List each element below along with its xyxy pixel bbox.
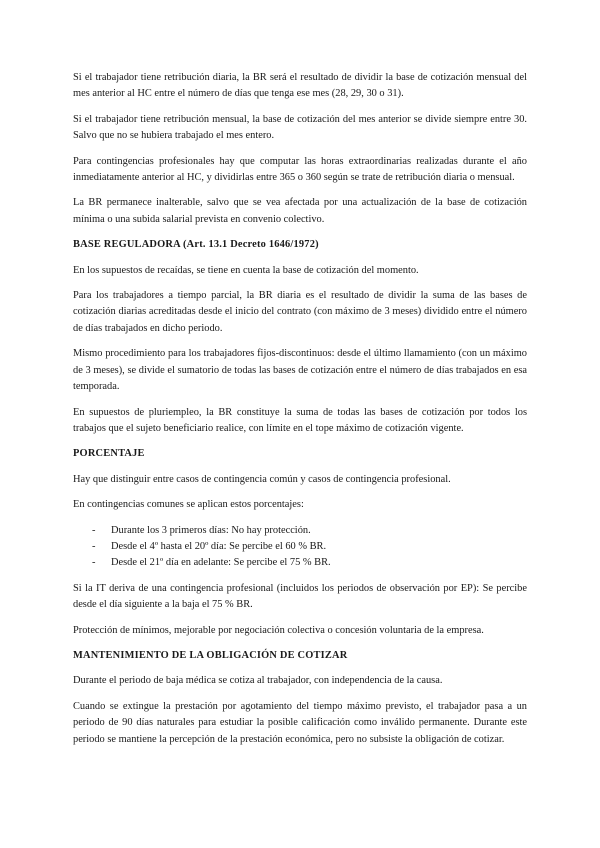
document-page (73, 70, 527, 757)
bullet-dash: - (92, 557, 96, 569)
list-item (73, 523, 527, 539)
list-item-text: Desde el 4º hasta el 20º día: Se percibe el 60 % BR. (111, 540, 327, 552)
paragraph-pluriempleo: En supuestos de pluriempleo, la BR constituye la suma de todas las bases de cotización por todos los trabajos que el sujeto beneficiario realice, con límite en el tope máximo de cotización vigente. (73, 406, 527, 434)
heading-porcentaje: PORCENTAJE (73, 448, 145, 460)
paragraph-baja-medica: Durante el periodo de baja médica se cotiza al trabajador, con independencia de la causa. (73, 675, 443, 687)
paragraph-fijos-discontinuos: Mismo procedimiento para los trabajadores fijos-discontinuos: desde el último llamamiento (con un máximo de 3 meses), se divide el sumatorio de todas las bases de cotización entre el número de días trabajados en esa temporada. (73, 348, 527, 393)
bullet-dash: - (92, 524, 96, 536)
list-item (73, 539, 527, 555)
paragraph-retribucion-diaria: Si el trabajador tiene retribución diaria, la BR será el resultado de dividir la base de cotización mensual del mes anterior al HC entre el número de días que tenga ese mes (28, 29, 30 o 31). (73, 72, 527, 100)
paragraph-contingencias-profesionales: Para contingencias profesionales hay que computar las horas extraordinarias realizadas durante el año inmediatamente anterior al HC, y dividirlas entre 365 o 360 según se trate de retribución diaria o mensual. (73, 155, 527, 184)
paragraph-contingencia-profesional: Si la IT deriva de una contingencia profesional (incluidos los periodos de observación por EP): Se percibe desde el día siguiente a la baja el 75 % BR. (73, 582, 527, 611)
paragraph-agotamiento: Cuando se extingue la prestación por agotamiento del tiempo máximo previsto, el trabajador pasa a un periodo de 90 días naturales para estudiar la posible calificación como inválido permanente. Durante este periodo se mantiene la percepción de la prestación económica, pero no subsiste la obligación de cotizar. (73, 700, 527, 745)
percentages-list (73, 523, 527, 572)
bullet-dash: - (92, 540, 96, 552)
list-item-text: Durante los 3 primeros días: No hay protección. (111, 524, 311, 536)
paragraph-retribucion-mensual: Si el trabajador tiene retribución mensual, la base de cotización del mes anterior se divide siempre entre 30. Salvo que no se hubiera trabajado el mes entero. (73, 113, 527, 142)
paragraph-recaidas: En los supuestos de recaídas, se tiene en cuenta la base de cotización del momento. (73, 264, 419, 276)
list-item-text: Desde el 21º día en adelante: Se percibe el 75 % BR. (111, 557, 331, 569)
list-item (73, 555, 527, 571)
paragraph-tiempo-parcial: Para los trabajadores a tiempo parcial, la BR diaria es el resultado de dividir la suma de las bases de cotización diarias acreditadas desde el inicio del contrato (con máximo de 3 meses) dividido entre el número de días trabajados en dicho periodo. (73, 290, 527, 334)
paragraph-distinguir: Hay que distinguir entre casos de contingencia común y casos de contingencia profesional. (73, 473, 451, 485)
paragraph-contingencias-comunes: En contingencias comunes se aplican estos porcentajes: (73, 499, 304, 511)
heading-mantenimiento: MANTENIMIENTO DE LA OBLIGACIÓN DE COTIZAR (73, 649, 348, 661)
paragraph-proteccion-minimos: Protección de mínimos, mejorable por negociación colectiva o concesión voluntaria de la empresa. (73, 624, 484, 636)
paragraph-br-inalterable: La BR permanece inalterable, salvo que se vea afectada por una actualización de la base de cotización mínima o una subida salarial prevista en convenio colectivo. (73, 197, 527, 225)
heading-base-reguladora: BASE REGULADORA (Art. 13.1 Decreto 1646/1972) (73, 239, 319, 251)
